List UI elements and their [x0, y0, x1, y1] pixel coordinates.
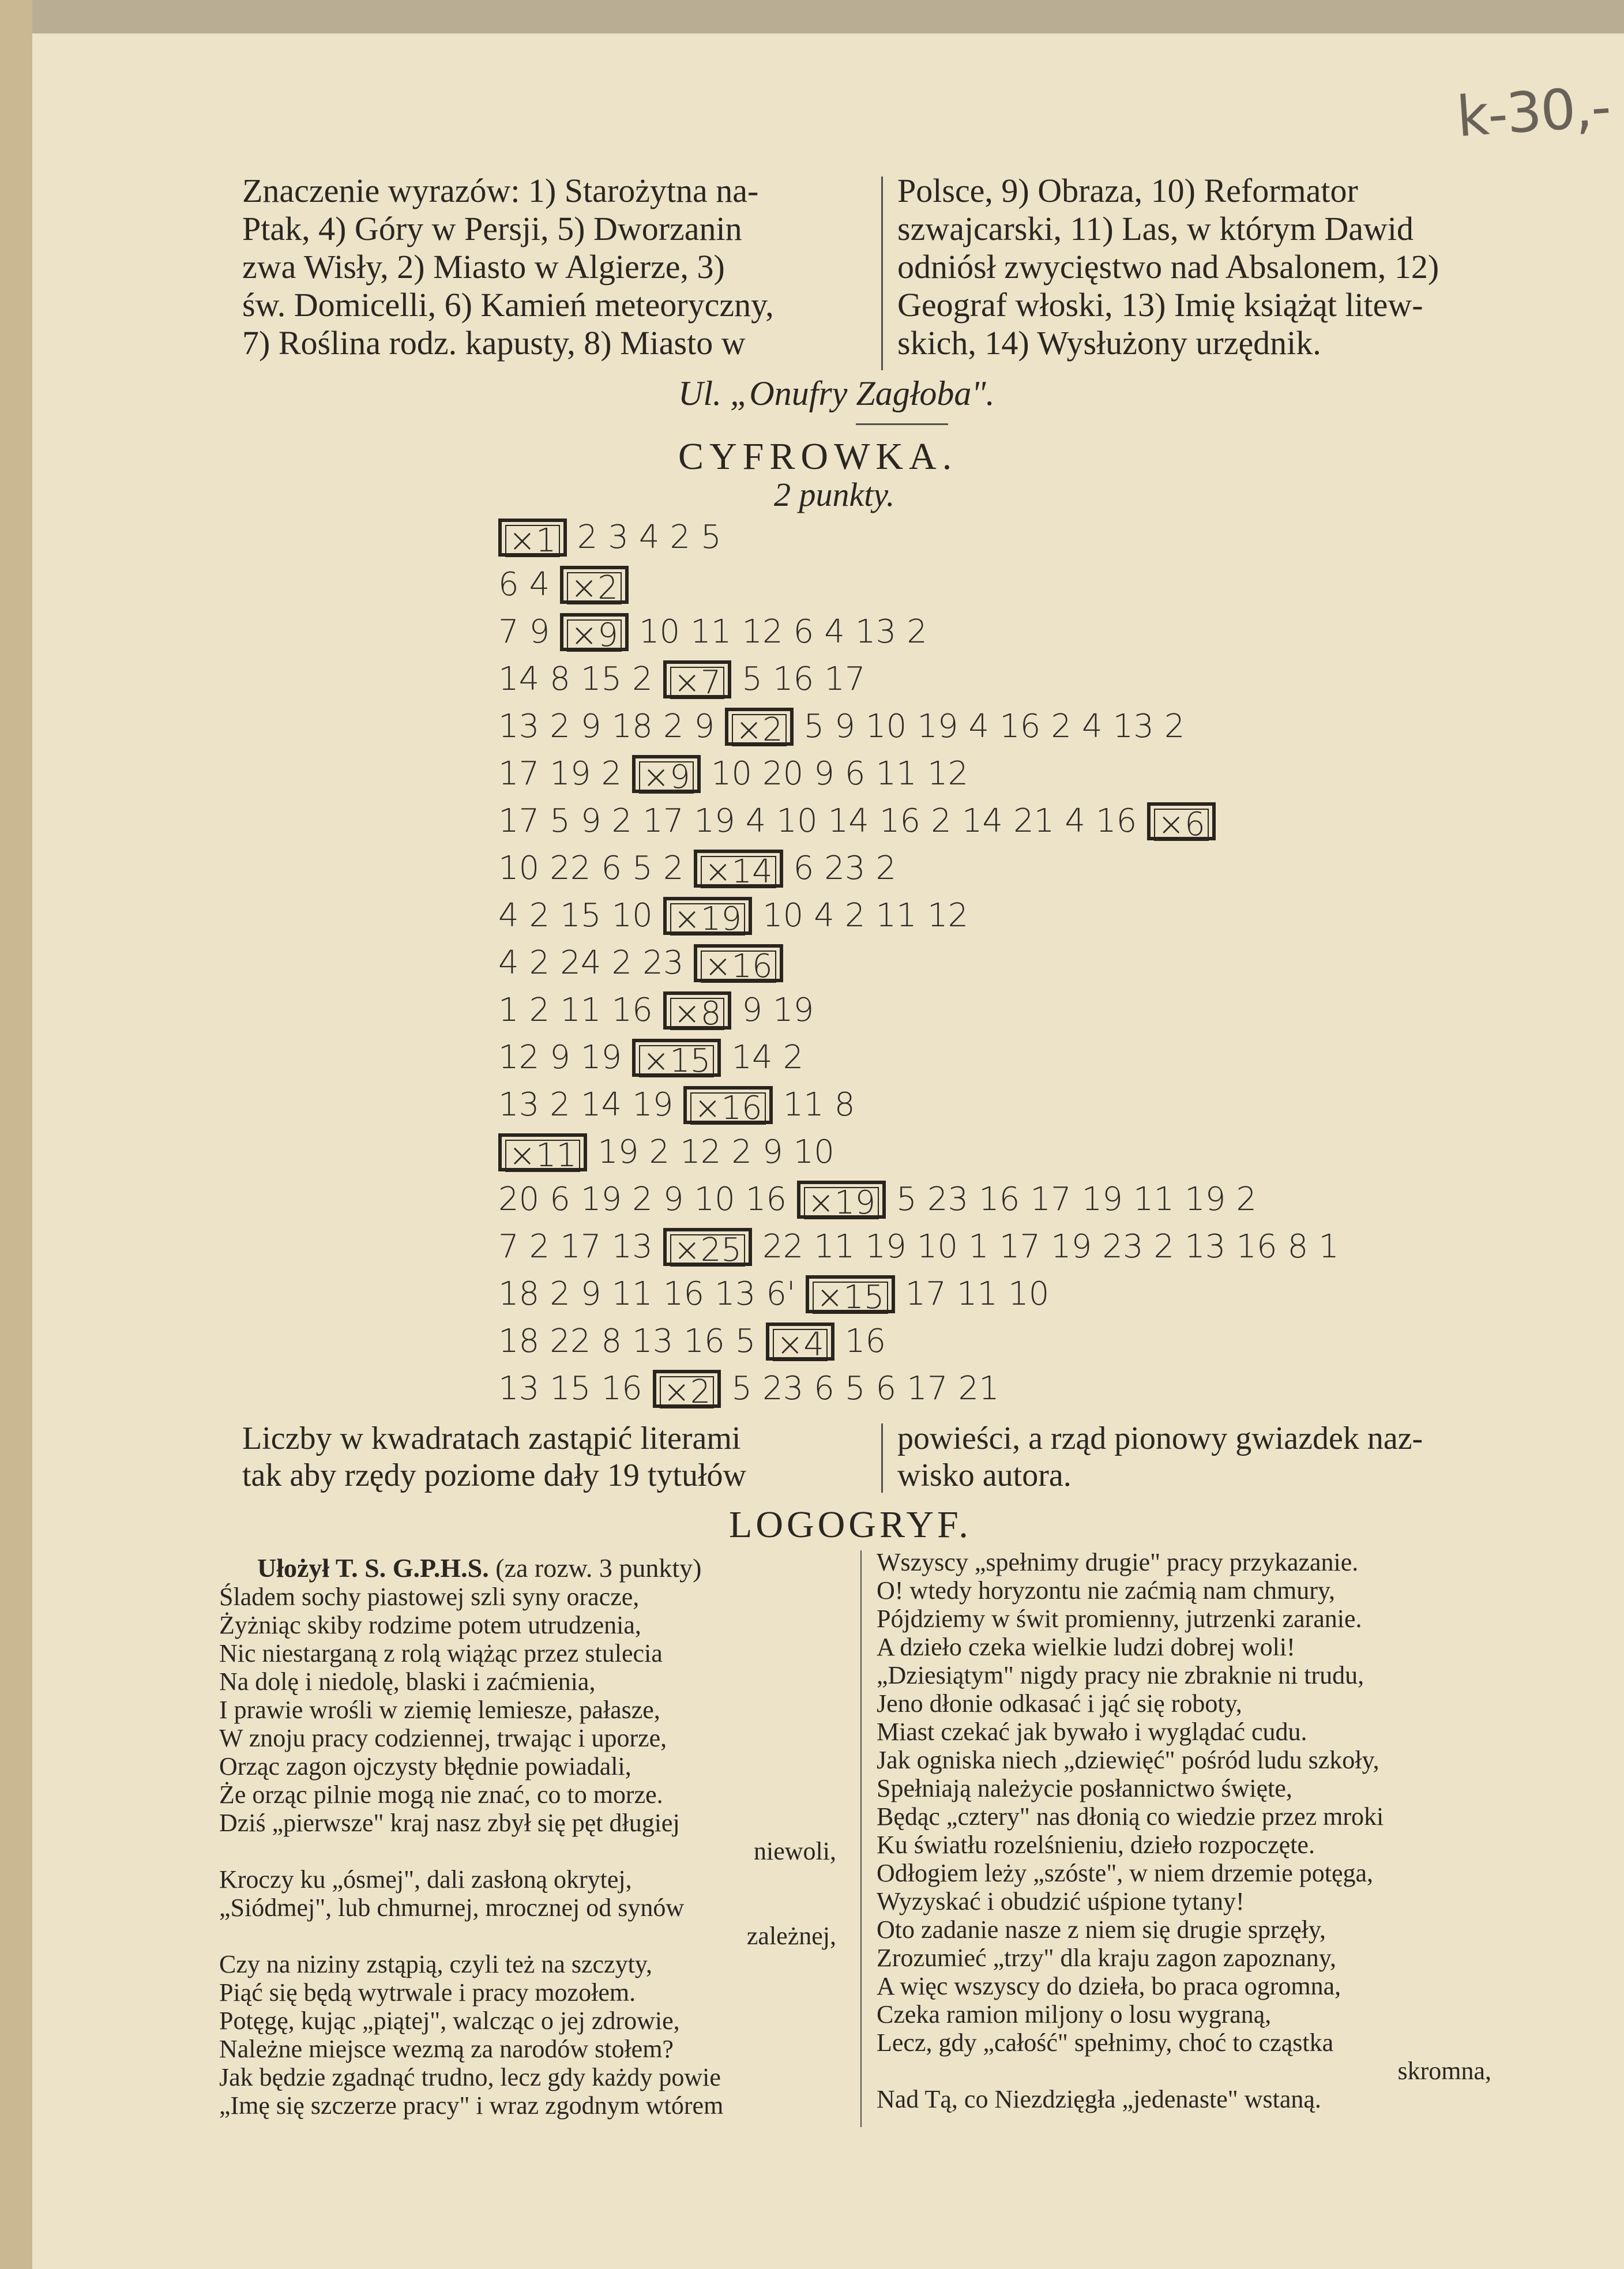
- cyfrowka-number: 3: [608, 518, 629, 556]
- cyfrowka-number: 2: [670, 518, 691, 556]
- cyfrowka-number: 4: [745, 802, 766, 840]
- cyfrowka-row: [498, 985, 1349, 1032]
- cyfrowka-number: 12: [742, 613, 783, 651]
- cyfrowka-marked-box: [632, 755, 701, 796]
- text-line: zwa Wisły, 2) Miasto w Algierze, 3): [242, 248, 725, 285]
- cyfrowka-number: 19: [580, 1180, 622, 1218]
- cyfrowka-number: 4: [638, 518, 660, 556]
- cyfrowka-title: CYFROWKA.: [678, 435, 958, 478]
- cyfrowka-number: 16: [601, 1369, 642, 1407]
- cyfrowka-number: 13: [715, 1275, 756, 1313]
- definitions-separator: [881, 176, 883, 370]
- cyfrowka-number: 9: [580, 802, 602, 840]
- cyfrowka-number: 18: [498, 1275, 540, 1313]
- cyfrowka-row: [498, 701, 1349, 749]
- cyfrowka-number: 15: [580, 660, 622, 698]
- cyfrowka-number: 19: [550, 754, 591, 792]
- cyfrowka-number: 15: [550, 1369, 591, 1407]
- cyfrowka-row: [498, 1363, 1349, 1411]
- text-line: W znoju pracy codziennej, trwając i uporze,: [219, 1724, 667, 1752]
- text-line: zależnej,: [746, 1922, 836, 1950]
- cyfrowka-number: 17: [560, 1227, 602, 1265]
- cyfrowka-marked-label: ×1: [505, 525, 560, 557]
- cyfrowka-number: 13: [855, 613, 897, 651]
- cyfrowka-number: 12: [498, 1038, 540, 1076]
- text-line: Nad Tą, co Niezdzięgła „jedenaste" wstaną.: [877, 2085, 1321, 2113]
- cyfrowka-number: 4: [498, 896, 519, 934]
- cyfrowka-number: 4: [968, 707, 990, 745]
- logogryf-left-column: [219, 1583, 836, 2120]
- text-line: Ku światłu rozelśnieniu, dzieło rozpoczęte.: [877, 1831, 1315, 1859]
- cyfrowka-row: [498, 891, 1349, 938]
- cyfrowka-number: 11: [814, 1227, 855, 1265]
- cyfrowka-number: 2: [931, 802, 952, 840]
- cyfrowka-row: [498, 749, 1349, 796]
- cyfrowka-number: 4: [814, 896, 834, 934]
- cyfrowka-number: 24: [560, 944, 602, 982]
- cyfrowka-number: 10: [916, 1227, 958, 1265]
- cyfrowka-row: [498, 843, 1349, 891]
- text-line: Znaczenie wyrazów: 1) Starożytna na-: [242, 172, 759, 209]
- cyfrowka-number: 5: [735, 1322, 756, 1360]
- text-line: Jak ogniska niech „dziewięć" pośród ludu szkoły,: [877, 1746, 1379, 1774]
- cyfrowka-note-left: [242, 1420, 871, 1494]
- cyfrowka-number: 22: [550, 1322, 591, 1360]
- cyfrowka-number: 10: [865, 707, 907, 745]
- logogryf-title: LOGOGRYF.: [729, 1504, 972, 1546]
- cyfrowka-row: [498, 559, 1349, 607]
- text-line: Jeno dłonie odkasać i jąć się roboty,: [877, 1689, 1242, 1718]
- cyfrowka-number: 9: [550, 1038, 570, 1076]
- text-line: Żyżniąc skiby rodzime potem utrudzenia,: [219, 1611, 641, 1639]
- text-line: Czy na niziny zstąpią, czyli też na szczyty,: [219, 1950, 652, 1978]
- cyfrowka-number: 5: [742, 660, 763, 698]
- cyfrowka-row: [498, 938, 1349, 985]
- cyfrowka-number: 6: [875, 1369, 897, 1407]
- cyfrowka-number: 22: [550, 849, 591, 887]
- cyfrowka-number: 19: [1050, 1227, 1092, 1265]
- text-line: „Dziesiątym" nigdy pracy nie zbraknie ni trudu,: [877, 1661, 1364, 1689]
- cyfrowka-number: 2: [632, 1180, 653, 1218]
- cyfrowka-number: 23: [1102, 1227, 1144, 1265]
- cyfrowka-number: 2: [550, 1085, 570, 1124]
- cyfrowka-number: 6: [844, 754, 866, 792]
- cyfrowka-number: 17: [999, 1227, 1040, 1265]
- text-line: Kroczy ku „ósmej", dali zasłoną okrytej,: [219, 1865, 632, 1894]
- cyfrowka-number: 2: [601, 754, 622, 792]
- cyfrowka-points: 2 punkty.: [774, 476, 895, 513]
- cyfrowka-number: 22: [762, 1227, 804, 1265]
- cyfrowka-number: 13: [498, 707, 540, 745]
- cyfrowka-number: 9: [529, 613, 550, 651]
- cyfrowka-number: 13: [1185, 1227, 1226, 1265]
- cyfrowka-number: 8: [550, 660, 570, 698]
- cyfrowka-row: [498, 1269, 1349, 1316]
- cyfrowka-number: 11: [783, 1085, 824, 1124]
- text-line: wisko autora.: [897, 1457, 1072, 1493]
- cyfrowka-marked-box: [653, 1370, 721, 1411]
- cyfrowka-number: 19: [917, 707, 958, 745]
- cyfrowka-row: [498, 796, 1349, 843]
- cyfrowka-number: 14: [731, 1038, 773, 1076]
- cyfrowka-number: 15: [560, 896, 602, 934]
- cyfrowka-number: 14: [828, 802, 869, 840]
- cyfrowka-number: 11: [690, 613, 732, 651]
- cyfrowka-marked-label: ×4: [773, 1329, 828, 1361]
- cyfrowka-number: 10: [793, 1133, 834, 1171]
- cyfrowka-number: 13: [611, 1227, 653, 1265]
- cyfrowka-number: 23: [824, 849, 866, 887]
- cyfrowka-number: 2: [529, 944, 550, 982]
- cyfrowka-number: 2: [550, 707, 570, 745]
- cyfrowka-number: 2: [649, 1133, 670, 1171]
- cyfrowka-marked-label: ×9: [639, 761, 694, 794]
- text-line: skromna,: [1397, 2057, 1491, 2085]
- cyfrowka-number: 2: [1153, 1227, 1175, 1265]
- cyfrowka-number: 19: [597, 1133, 639, 1171]
- cyfrowka-number: 2: [844, 896, 866, 934]
- cyfrowka-number: 2: [632, 660, 653, 698]
- definitions-left-column: [242, 172, 871, 362]
- cyfrowka-number: 2: [783, 1038, 804, 1076]
- cyfrowka-number: 9: [663, 1180, 684, 1218]
- cyfrowka-number: 10: [710, 754, 752, 792]
- cyfrowka-row: [498, 654, 1349, 701]
- cyfrowka-marked-label: ×25: [670, 1234, 745, 1267]
- cyfrowka-number: 10: [1008, 1275, 1050, 1313]
- cyfrowka-number: 12: [680, 1133, 721, 1171]
- cyfrowka-number: 17: [498, 754, 540, 792]
- text-line: Że orząc pilnie mogą nie znać, co to morze.: [219, 1780, 663, 1809]
- cyfrowka-marked-box: [725, 708, 794, 749]
- cyfrowka-number: 9: [762, 1133, 783, 1171]
- cyfrowka-marked-box: [694, 850, 783, 891]
- logogryf-author-rest: (za rozw. 3 punkty): [488, 1553, 702, 1583]
- cyfrowka-number: 5: [803, 707, 825, 745]
- text-line: Pójdziemy w świt promienny, jutrzenki zaranie.: [877, 1605, 1362, 1633]
- cyfrowka-number: 16: [663, 1275, 705, 1313]
- cyfrowka-number: 11: [956, 1275, 998, 1313]
- cyfrowka-marked-box: [766, 1323, 834, 1361]
- cyfrowka-number: 17: [642, 802, 684, 840]
- cyfrowka-row: [498, 1316, 1349, 1363]
- cyfrowka-number: 2: [875, 849, 897, 887]
- cyfrowka-number: 6: [793, 613, 814, 651]
- cyfrowka-number: 20: [762, 754, 804, 792]
- note-separator: [881, 1423, 883, 1493]
- text-line: O! wtedy horyzontu nie zaćmią nam chmury,: [877, 1576, 1335, 1605]
- text-line: Polsce, 9) Obraza, 10) Reformator: [897, 172, 1358, 209]
- cyfrowka-number: 9: [694, 707, 715, 745]
- cyfrowka-number: 10: [776, 802, 818, 840]
- cyfrowka-number: 4: [529, 565, 550, 603]
- text-line: A więc wszyscy do dzieła, bo praca ogromna,: [877, 1972, 1341, 2000]
- cyfrowka-number: 9: [580, 1275, 602, 1313]
- text-line: Czeka ramion miljony o losu wygraną,: [877, 2000, 1272, 2028]
- text-line: Na dolę i niedolę, blaski i zaćmienia,: [219, 1667, 596, 1696]
- cyfrowka-marked-box: [1147, 802, 1216, 843]
- cyfrowka-row: [498, 1127, 1349, 1174]
- cyfrowka-number: 21: [1013, 802, 1055, 840]
- cyfrowka-number: 16: [745, 1180, 787, 1218]
- cyfrowka-number: 5: [896, 1180, 917, 1218]
- cyfrowka-row: [498, 1080, 1349, 1127]
- cyfrowka-marked-box: [632, 1039, 721, 1080]
- cyfrowka-number: 2: [577, 518, 598, 556]
- text-line: szwajcarski, 11) Las, w którym Dawid: [897, 210, 1414, 247]
- cyfrowka-number: 16: [1095, 802, 1137, 840]
- text-line: Zrozumieć „trzy" dla kraju zagon zapoznany,: [877, 1944, 1336, 1972]
- cyfrowka-number: 10: [498, 849, 540, 887]
- cyfrowka-number: 2: [1051, 707, 1072, 745]
- cyfrowka-number: 9: [742, 991, 763, 1029]
- cyfrowka-number: 2: [663, 849, 684, 887]
- cyfrowka-number: 5: [844, 1369, 866, 1407]
- cyfrowka-number: 10: [638, 613, 681, 651]
- cyfrowka-number: 9: [814, 754, 834, 792]
- text-line: Orząc zagon ojczysty błędnie powiadali,: [219, 1752, 631, 1780]
- text-line: A dzieło czeka wielkie ludzi dobrej woli!: [877, 1633, 1295, 1661]
- cyfrowka-marked-label: ×15: [639, 1045, 714, 1077]
- cyfrowka-number: 2: [907, 613, 927, 651]
- cyfrowka-number: 2: [731, 1133, 752, 1171]
- cyfrowka-marked-box: [683, 1086, 772, 1127]
- cyfrowka-number: 7: [498, 1227, 519, 1265]
- cyfrowka-number: 14: [580, 1085, 622, 1124]
- cyfrowka-marked-box: [663, 660, 732, 701]
- cyfrowka-number: 23: [762, 1369, 804, 1407]
- cyfrowka-marked-box: [560, 613, 629, 654]
- cyfrowka-number: 12: [927, 896, 969, 934]
- cyfrowka-marked-box: [806, 1275, 894, 1316]
- cyfrowka-number: 12: [927, 754, 969, 792]
- text-line: I prawie wrośli w ziemię lemiesze, pałasze,: [219, 1696, 660, 1724]
- cyfrowka-number: 2: [611, 802, 633, 840]
- cyfrowka-number: 16: [844, 1322, 886, 1360]
- text-line: „Imę się szczerze pracy" i wraz zgodnym wtórem: [219, 2091, 724, 2120]
- cyfrowka-number: 14: [498, 660, 540, 698]
- cyfrowka-number: 13: [1112, 707, 1154, 745]
- text-line: 7) Roślina rodz. kapusty, 8) Miasto w: [242, 324, 746, 362]
- text-line: Piąć się będą wytrwale i pracy mozołem.: [219, 1978, 636, 2007]
- cyfrowka-number: 16: [773, 660, 814, 698]
- cyfrowka-number: 1: [1318, 1227, 1339, 1265]
- cyfrowka-number: 16: [879, 802, 921, 840]
- cyfrowka-row: [498, 512, 1349, 559]
- cyfrowka-number: 4: [824, 613, 845, 651]
- cyfrowka-marked-label: ×14: [701, 856, 776, 888]
- cyfrowka-number: 4: [1065, 802, 1085, 840]
- cyfrowka-marked-label: ×19: [670, 903, 745, 936]
- page-edge: [0, 0, 32, 2269]
- text-line: Będąc „cztery" nas dłonią co wiedzie przez mroki: [877, 1802, 1384, 1831]
- cyfrowka-number: 17: [907, 1369, 948, 1407]
- text-line: tak aby rzędy poziome dały 19 tytułów: [242, 1457, 746, 1493]
- cyfrowka-number: 19: [773, 991, 814, 1029]
- text-line: odniósł zwycięstwo nad Absalonem, 12): [897, 248, 1439, 285]
- text-line: Lecz, gdy „całość" spełnimy, choć to cząstka: [877, 2028, 1334, 2057]
- cyfrowka-number: 19: [632, 1085, 674, 1124]
- cyfrowka-number: 21: [958, 1369, 999, 1407]
- cyfrowka-number: 6: [498, 565, 519, 603]
- cyfrowka-number: 17: [824, 660, 866, 698]
- cyfrowka-number: 1: [968, 1227, 989, 1265]
- cyfrowka-number: 19: [865, 1227, 907, 1265]
- cyfrowka-number: 5: [701, 518, 721, 556]
- cyfrowka-number: 6: [793, 849, 814, 887]
- text-line: Należne miejsce wezmą za narodów stołem?: [219, 2035, 674, 2063]
- cyfrowka-number: 19: [1081, 1180, 1123, 1218]
- cyfrowka-number: 11: [611, 1275, 653, 1313]
- cyfrowka-number: 18: [611, 707, 653, 745]
- cyfrowka-number: 17: [905, 1275, 946, 1313]
- cyfrowka-marked-label: ×7: [670, 667, 725, 699]
- text-line: Wyzyskać i obudzić uśpione tytany!: [877, 1887, 1245, 1915]
- cyfrowka-number: 2: [529, 896, 550, 934]
- cyfrowka-number: 16: [683, 1322, 725, 1360]
- cyfrowka-marked-box: [694, 944, 783, 985]
- text-line: powieści, a rząd pionowy gwiazdek naz-: [897, 1421, 1423, 1456]
- text-line: Wszyscy „spełnimy drugie" pracy przykazanie.: [877, 1548, 1359, 1576]
- cyfrowka-number: 11: [875, 754, 917, 792]
- cyfrowka-number: 9: [834, 707, 855, 745]
- cyfrowka-number: 14: [961, 802, 1003, 840]
- cyfrowka-marked-box: [560, 566, 629, 607]
- definitions-signature: Ul. „Onufry Zagłoba".: [678, 374, 995, 412]
- cyfrowka-number: 8: [1287, 1227, 1309, 1265]
- cyfrowka-marked-box: [498, 519, 567, 557]
- text-line: Oto zadanie nasze z niem się drugie sprzęły,: [877, 1915, 1326, 1944]
- cyfrowka-number: 4: [1082, 707, 1103, 745]
- cyfrowka-number: 2: [529, 1227, 550, 1265]
- cyfrowka-number: 17: [1030, 1180, 1072, 1218]
- document-page: [32, 33, 1624, 2269]
- cyfrowka-number: 9: [580, 707, 602, 745]
- cyfrowka-number: 23: [927, 1180, 969, 1218]
- logogryf-right-column: [877, 1548, 1491, 2113]
- cyfrowka-marked-label: ×16: [701, 951, 776, 983]
- text-line: Liczby w kwadratach zastąpić literami: [242, 1421, 741, 1456]
- cyfrowka-number: 16: [611, 991, 653, 1029]
- cyfrowka-marked-label: ×8: [670, 998, 725, 1030]
- cyfrowka-number: 2: [550, 1275, 570, 1313]
- cyfrowka-row: [498, 1174, 1349, 1222]
- text-line: Dziś „pierwsze" kraj nasz zbył się pęt długiej: [219, 1809, 680, 1837]
- cyfrowka-number: 2: [1236, 1180, 1257, 1218]
- text-line: „Siódmej", lub chmurnej, mrocznej od synów: [219, 1894, 685, 1922]
- cyfrowka-grid: [498, 512, 1349, 1411]
- cyfrowka-marked-box: [498, 1133, 587, 1174]
- cyfrowka-number: 10: [611, 896, 653, 934]
- text-line: Ptak, 4) Góry w Persji, 5) Dworzanin: [242, 210, 742, 247]
- cyfrowka-marked-label: ×15: [813, 1282, 888, 1314]
- definitions-right-column: [897, 172, 1532, 362]
- cyfrowka-number: 4: [498, 944, 519, 982]
- cyfrowka-marked-label: ×19: [804, 1187, 879, 1219]
- cyfrowka-number: 19: [1185, 1180, 1226, 1218]
- cyfrowka-number: 16: [999, 707, 1041, 745]
- cyfrowka-marked-label: ×9: [567, 619, 622, 652]
- cyfrowka-number: 8: [601, 1322, 622, 1360]
- cyfrowka-marked-label: ×2: [660, 1376, 715, 1408]
- cyfrowka-number: 11: [875, 896, 917, 934]
- section-rule: [856, 423, 948, 425]
- cyfrowka-number: 7: [498, 613, 519, 651]
- cyfrowka-number: 10: [762, 896, 804, 934]
- cyfrowka-row: [498, 1222, 1349, 1269]
- cyfrowka-number: 2: [611, 944, 633, 982]
- cyfrowka-number: 11: [560, 991, 602, 1029]
- cyfrowka-number: 13: [498, 1369, 540, 1407]
- text-line: Nic niestarganą z rolą wiążąc przez stulecia: [219, 1639, 663, 1667]
- cyfrowka-marked-label: ×2: [732, 714, 787, 746]
- cyfrowka-number: 2: [663, 707, 684, 745]
- text-line: Geograf włoski, 13) Imię książąt litew-: [897, 286, 1423, 324]
- logogryf-separator: [860, 1550, 862, 2127]
- cyfrowka-number: 16: [1236, 1227, 1277, 1265]
- cyfrowka-number: 19: [580, 1038, 622, 1076]
- cyfrowka-number: 23: [642, 944, 684, 982]
- cyfrowka-row: [498, 1032, 1349, 1080]
- logogryf-author-name: Ułożył T. S. G.P.H.S.: [257, 1553, 489, 1583]
- cyfrowka-number: 2: [529, 991, 550, 1029]
- text-line: Potęgę, kując „piątej", walcząc o jej zdrowie,: [219, 2007, 680, 2035]
- cyfrowka-marked-box: [663, 991, 732, 1030]
- text-line: Śladem sochy piastowej szli syny oracze,: [219, 1583, 640, 1611]
- cyfrowka-number: 2: [1164, 707, 1185, 745]
- cyfrowka-number: 10: [694, 1180, 735, 1218]
- cyfrowka-marked-box: [663, 897, 752, 938]
- cyfrowka-number: 5: [632, 849, 653, 887]
- cyfrowka-number: 5: [550, 802, 570, 840]
- cyfrowka-number: 16: [979, 1180, 1020, 1218]
- text-line: św. Domicelli, 6) Kamień meteoryczny,: [242, 286, 774, 324]
- cyfrowka-number: 6: [601, 849, 622, 887]
- cyfrowka-marked-label: ×11: [505, 1140, 580, 1172]
- text-line: Spełniają należycie posłannictwo święte,: [877, 1774, 1292, 1802]
- text-line: Jak będzie zgadnąć trudno, lecz gdy każdy powie: [219, 2063, 721, 2091]
- cyfrowka-marked-label: ×16: [690, 1092, 765, 1125]
- cyfrowka-number: 6: [550, 1180, 570, 1218]
- cyfrowka-marked-box: [663, 1228, 752, 1269]
- cyfrowka-marked-label: ×6: [1154, 809, 1209, 841]
- cyfrowka-note-right: [897, 1420, 1532, 1494]
- cyfrowka-number: 6: [814, 1369, 834, 1407]
- cyfrowka-number: 6': [766, 1275, 796, 1313]
- cyfrowka-number: 17: [498, 802, 540, 840]
- corner-annotation: k-30,-: [1454, 74, 1612, 150]
- text-line: Miast czekać jak bywało i wyglądać cudu.: [877, 1718, 1307, 1746]
- cyfrowka-number: 20: [498, 1180, 540, 1218]
- cyfrowka-number: 8: [834, 1085, 855, 1124]
- logogryf-author: [257, 1553, 701, 1583]
- cyfrowka-marked-box: [797, 1181, 886, 1222]
- text-line: Odłogiem leży „szóste", w niem drzemie potęga,: [877, 1859, 1374, 1887]
- cyfrowka-row: [498, 607, 1349, 654]
- text-line: skich, 14) Wysłużony urzędnik.: [897, 324, 1321, 362]
- cyfrowka-number: 13: [498, 1085, 540, 1124]
- text-line: niewoli,: [754, 1837, 836, 1865]
- cyfrowka-number: 11: [1133, 1180, 1175, 1218]
- cyfrowka-number: 1: [498, 991, 519, 1029]
- cyfrowka-number: 18: [498, 1322, 540, 1360]
- cyfrowka-marked-label: ×2: [567, 572, 622, 604]
- cyfrowka-number: 13: [632, 1322, 674, 1360]
- cyfrowka-number: 19: [694, 802, 735, 840]
- cyfrowka-number: 5: [731, 1369, 752, 1407]
